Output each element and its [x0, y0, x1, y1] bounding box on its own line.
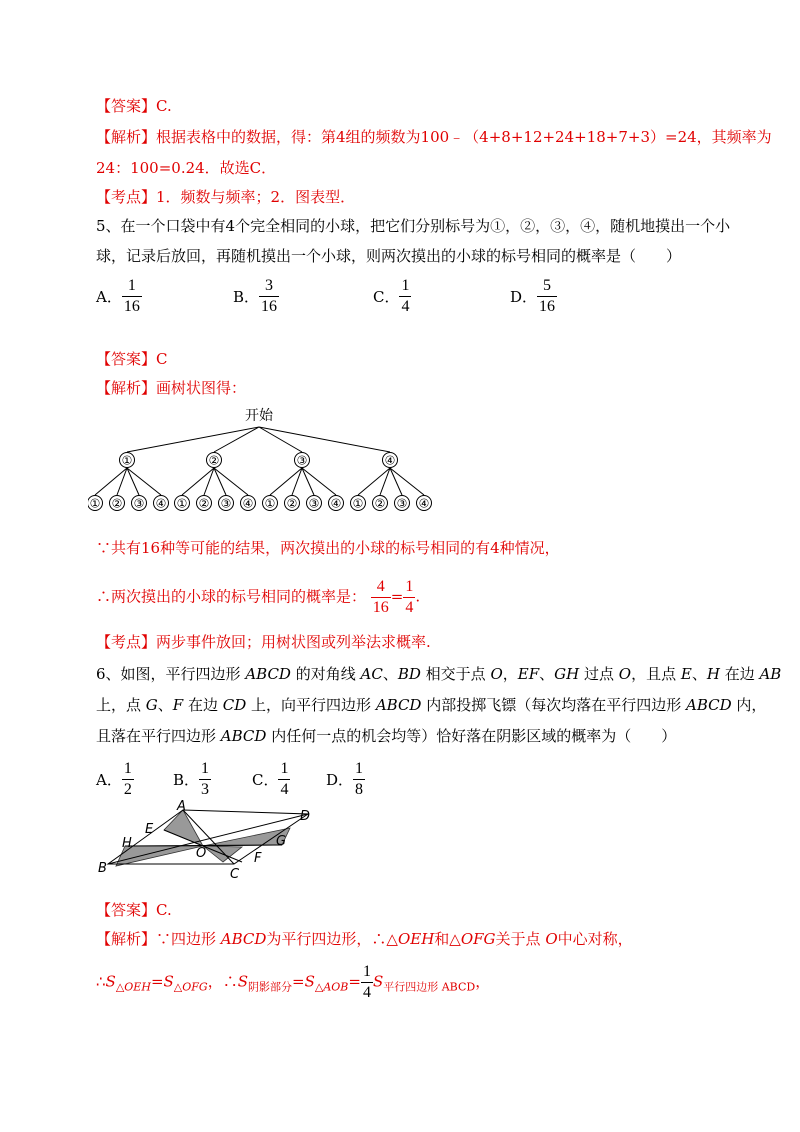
numerator: 1 [362, 963, 371, 980]
tree-node-level2: ③ [396, 496, 408, 511]
label-f: F [254, 851, 262, 866]
numerator: 1 [280, 760, 289, 777]
text: ， [475, 972, 491, 991]
text: 为平行四边形，∴△ [266, 930, 398, 948]
math-ab: AB [759, 665, 782, 683]
tree-branch-level2 [390, 468, 424, 495]
q6-stem-line3 [96, 726, 676, 746]
subscript: 阴影部分 [248, 980, 292, 994]
q6-analysis-line [96, 929, 633, 949]
text: 相交于点 [420, 665, 491, 683]
math-g: G [145, 696, 158, 714]
q4-answer: 【答案】C. [96, 97, 172, 115]
tree-branch-level2 [127, 468, 161, 495]
option-label: D． [510, 288, 538, 306]
option-fraction [122, 759, 134, 800]
option-label: C． [373, 288, 400, 306]
math-s: S [237, 972, 248, 991]
q4-analysis-line2: 24：100=0.24．故选C． [96, 159, 277, 177]
tree-node-level2: ② [286, 496, 298, 511]
tree-node-level1: ③ [296, 453, 308, 468]
shaded-triangle-oeh [164, 810, 203, 846]
math-oeh: OEH [397, 930, 435, 948]
text: = [348, 972, 361, 991]
option-fraction [399, 276, 411, 317]
denominator: 3 [201, 781, 210, 798]
denominator: 16 [539, 298, 556, 315]
option-fraction [278, 759, 290, 800]
q6-stem-line1 [96, 664, 781, 684]
tree-branch-level2 [127, 468, 139, 495]
math-gh: GH [554, 665, 580, 683]
q6-option-d [326, 759, 365, 800]
math-s: S [105, 972, 116, 991]
text: ∴ [96, 972, 106, 991]
text: 、 [539, 665, 555, 683]
text: 在边 [719, 665, 760, 683]
parallelogram-figure [96, 800, 326, 882]
text: 内任何一点的机会均等）恰好落在阴影区域的概率为（ ） [266, 727, 677, 745]
tree-node-level2: ② [198, 496, 210, 511]
tree-node-level1: ① [121, 453, 133, 468]
label-b: B [98, 861, 107, 876]
subscript: △AOB [314, 980, 349, 994]
denominator: 2 [123, 781, 132, 798]
text: 过点 [579, 665, 619, 683]
numerator: 1 [401, 277, 410, 294]
denominator: 8 [355, 781, 364, 798]
q6-option-a [96, 759, 134, 800]
denominator: 16 [261, 298, 278, 315]
option-fraction [353, 759, 365, 800]
tree-node-level2: ③ [220, 496, 232, 511]
math-ac: AC [360, 665, 383, 683]
tree-node-level2: ① [176, 496, 188, 511]
tree-branch-level1 [127, 427, 259, 452]
text: 上，点 [96, 696, 146, 714]
text: 、 [382, 665, 398, 683]
tree-branch-level2 [302, 468, 314, 495]
q6-answer: 【答案】C. [96, 901, 172, 919]
text: 和△ [434, 930, 461, 948]
q6-option-b [173, 759, 211, 800]
math-abcd: ABCD [220, 727, 267, 745]
text: 关于点 [495, 930, 546, 948]
tree-node-level2: ① [89, 496, 101, 511]
tree-branch-level1 [214, 427, 259, 452]
math-o: O [490, 665, 503, 683]
therefore-text: ∴两次摸出的小球的标号相同的概率是： [96, 587, 367, 606]
tree-branch-level2 [390, 468, 402, 495]
math-f: F [172, 696, 184, 714]
option-label: B． [233, 288, 260, 306]
text: 且落在平行四边形 [96, 727, 221, 745]
math-s: S [304, 972, 315, 991]
tree-branches [95, 427, 424, 495]
label-c: C [230, 867, 240, 882]
q5-option-b [233, 276, 279, 317]
option-label: D． [326, 771, 354, 789]
option-fraction [259, 276, 279, 317]
text: 中心对称， [557, 930, 633, 948]
text: ，且点 [631, 665, 681, 683]
denominator: 16 [123, 298, 140, 315]
q5-analysis: 【解析】画树状图得： [96, 379, 247, 397]
math-bd: BD [397, 665, 421, 683]
q4-kaodian: 【考点】1．频数与频率；2．图表型． [96, 188, 356, 206]
option-label: C． [252, 771, 279, 789]
tree-node-level1: ② [208, 453, 220, 468]
tree-node-level2: ② [374, 496, 386, 511]
tree-node-level2: ④ [418, 496, 430, 511]
math-abcd: ABCD [220, 930, 267, 948]
q5-option-c [373, 276, 411, 317]
tree-node-level2: ① [352, 496, 364, 511]
tree-branch-level2 [302, 468, 336, 495]
q5-stem-line2: 球，记录后放回，再随机摸出一个小球，则两次摸出的小球的标号相同的概率是（ ） [96, 247, 682, 265]
math-abcd: ABCD [686, 696, 732, 714]
text: 内部投掷飞镖（每次均落在平行四边形 [421, 696, 686, 714]
q6-option-c [252, 759, 290, 800]
math-h: H [706, 665, 720, 683]
math-abcd: ABCD [375, 696, 422, 714]
equals-sign: = [390, 587, 404, 606]
denominator: 16 [372, 599, 389, 616]
denominator: 4 [405, 599, 414, 616]
q5-stem-line1: 5、在一个口袋中有4个完全相同的小球，把它们分别标号为①，②，③，④，随机地摸出一个小 [96, 217, 731, 235]
numerator: 1 [201, 760, 210, 777]
numerator: 5 [543, 277, 552, 294]
q6-area-line [96, 962, 490, 1003]
label-e: E [145, 822, 154, 837]
area-fraction [361, 962, 373, 1003]
numerator: 4 [376, 578, 385, 595]
numerator: 1 [355, 760, 364, 777]
math-abcd: ABCD [245, 665, 291, 683]
subscript: △OEH [115, 980, 151, 994]
numerator: 1 [123, 760, 132, 777]
option-fraction [122, 276, 142, 317]
text: 【解析】∵四边形 [96, 930, 221, 948]
text: = [292, 972, 305, 991]
tree-nodes [88, 453, 432, 511]
tree-node-level1: ④ [384, 453, 396, 468]
text: 、 [157, 696, 173, 714]
option-label: A． [96, 288, 122, 306]
numerator: 1 [405, 578, 414, 595]
prob-fraction-2 [403, 577, 415, 618]
tree-branch-level2 [214, 468, 226, 495]
denominator: 4 [401, 298, 410, 315]
tree-node-level2: ④ [155, 496, 167, 511]
tree-node-level2: ① [264, 496, 276, 511]
label-o: O [196, 846, 207, 861]
math-s: S [163, 972, 174, 991]
math-e: E [680, 665, 692, 683]
option-label: A． [96, 771, 122, 789]
tree-diagram [88, 400, 448, 525]
q4-analysis-line1: 【解析】根据表格中的数据，得：第4组的频数为100﹣（4+8+12+24+18+7+3）=24，其频率为 [96, 128, 772, 146]
math-cd: CD [222, 696, 247, 714]
q6-stem-line2 [96, 695, 766, 715]
q5-option-d [510, 276, 557, 317]
label-d: D [300, 809, 311, 824]
tree-node-level2: ③ [133, 496, 145, 511]
math-s: S [372, 972, 384, 991]
text: = [150, 972, 164, 991]
math-ef: EF [517, 665, 540, 683]
period: . [415, 587, 421, 606]
label-a: A [177, 800, 186, 814]
text: 内， [731, 696, 767, 714]
q5-option-a [96, 276, 142, 317]
option-fraction [537, 276, 557, 317]
option-label: B． [173, 771, 200, 789]
tree-branch-level1 [259, 427, 390, 452]
prob-fraction-1 [371, 577, 391, 618]
subscript: 平行四边形 ABCD [383, 980, 476, 994]
q5-therefore-line [96, 577, 420, 618]
text: 上，向平行四边形 [246, 696, 376, 714]
tree-node-level2: ④ [242, 496, 254, 511]
tree-node-level2: ② [111, 496, 123, 511]
tree-root: 开始 [245, 408, 273, 424]
tree-node-level2: ③ [308, 496, 320, 511]
text: 6、如图，平行四边形 [96, 665, 246, 683]
q5-answer: 【答案】C [96, 350, 168, 368]
tree-node-level2: ④ [330, 496, 342, 511]
option-fraction [199, 759, 211, 800]
numerator: 3 [265, 277, 274, 294]
math-o: O [618, 665, 632, 683]
text: 、 [691, 665, 707, 683]
math-o: O [545, 930, 558, 948]
tree-branch-level2 [214, 468, 248, 495]
q5-kaodian: 【考点】两步事件放回；用树状图或列举法求概率. [96, 633, 431, 651]
label-g: G [276, 834, 287, 849]
q5-because: ∵共有16种等可能的结果，两次摸出的小球的标号相同的有4种情况， [96, 539, 560, 557]
subscript: △OFG [173, 980, 208, 994]
numerator: 1 [127, 277, 136, 294]
text: 的对角线 [290, 665, 361, 683]
text: ， [502, 665, 518, 683]
denominator: 4 [362, 984, 371, 1001]
denominator: 4 [280, 781, 289, 798]
math-ofg: OFG [460, 930, 496, 948]
text: ，∴ [207, 972, 238, 991]
label-h: H [122, 836, 132, 851]
text: 在边 [183, 696, 223, 714]
